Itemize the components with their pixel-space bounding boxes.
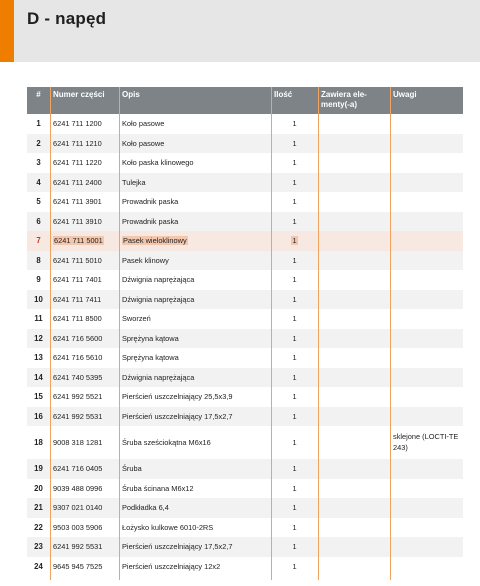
cell-contains [318,153,390,173]
cell-quantity [271,368,318,388]
cell-notes [390,329,463,349]
cell-part-number-text: 9008 318 1281 [53,438,103,447]
cell-part-number-text: 6241 711 2400 [53,177,102,187]
cell-part-number [50,368,119,388]
cell-quantity [271,134,318,154]
cell-description [119,212,271,232]
cell-nr [27,134,50,154]
table-row [27,479,463,499]
cell-part-number-text: 6241 711 3901 [53,197,102,207]
column-separator [390,87,391,580]
cell-part-number [50,426,119,459]
cell-notes [390,387,463,407]
cell-description [119,329,271,349]
cell-quantity [271,518,318,538]
cell-quantity [271,231,318,251]
cell-quantity-text: 1 [292,158,297,168]
cell-quantity-text: 1 [292,333,297,343]
cell-description [119,290,271,310]
cell-part-number-text: 6241 716 0405 [53,464,103,474]
cell-nr-text: 5 [36,197,41,207]
cell-notes [390,212,463,232]
cell-description [119,459,271,479]
cell-description-text: Koło pasowe [122,119,165,129]
cell-contains [318,518,390,538]
cell-nr [27,231,50,251]
cell-notes [390,251,463,271]
cell-quantity-text: 1 [292,438,297,447]
cell-part-number [50,459,119,479]
cell-nr [27,309,50,329]
cell-contains [318,329,390,349]
col-header-quantity: Ilość [271,87,318,114]
table-row [27,134,463,154]
cell-nr [27,251,50,271]
cell-part-number [50,153,119,173]
cell-description-text: Podkładka 6,4 [122,503,169,513]
cell-part-number [50,114,119,134]
cell-part-number-text: 6241 992 5521 [53,392,103,402]
cell-quantity [271,114,318,134]
cell-notes [390,479,463,499]
cell-description-text: Sworzeń [122,314,151,324]
cell-nr-text: 14 [34,372,43,382]
cell-part-number [50,192,119,212]
table-row [27,348,463,368]
cell-part-number [50,231,119,251]
cell-part-number-text: 9307 021 0140 [53,503,103,513]
cell-description-text: Sprężyna kątowa [122,353,179,363]
cell-nr [27,329,50,349]
cell-part-number [50,212,119,232]
cell-description-text: Koło paska klinowego [122,158,194,168]
cell-part-number [50,270,119,290]
cell-description [119,114,271,134]
cell-nr-text: 2 [36,138,41,148]
cell-notes [390,426,463,459]
cell-quantity-text: 1 [292,255,297,265]
cell-notes [390,153,463,173]
cell-part-number-text: 6241 711 8500 [53,314,102,324]
cell-description [119,518,271,538]
table-row [27,407,463,427]
page-header [0,0,480,62]
cell-quantity-text: 1 [292,275,297,285]
cell-notes [390,348,463,368]
table-row [27,498,463,518]
cell-nr-text: 12 [34,333,43,343]
cell-part-number [50,290,119,310]
cell-quantity [271,348,318,368]
cell-quantity-text: 1 [292,197,297,207]
cell-notes [390,114,463,134]
cell-description [119,537,271,557]
table-row [27,557,463,577]
cell-nr-text: 18 [34,438,43,447]
cell-description-text: Tulejka [122,177,146,187]
cell-notes [390,192,463,212]
cell-contains [318,212,390,232]
cell-contains [318,459,390,479]
cell-quantity-text: 1 [292,177,297,187]
cell-description-text: Dźwignia naprężająca [122,275,195,285]
cell-quantity [271,192,318,212]
cell-part-number [50,537,119,557]
cell-nr [27,557,50,577]
cell-part-number [50,479,119,499]
cell-description [119,387,271,407]
cell-nr [27,459,50,479]
cell-quantity [271,153,318,173]
cell-contains [318,479,390,499]
cell-quantity [271,387,318,407]
cell-description-text: Prowadnik paska [122,197,179,207]
cell-nr-text: 3 [36,158,41,168]
table-row [27,537,463,557]
cell-description [119,348,271,368]
cell-description [119,153,271,173]
cell-nr [27,173,50,193]
cell-nr-text: 8 [36,255,41,265]
cell-part-number [50,557,119,577]
cell-quantity [271,479,318,499]
cell-nr [27,368,50,388]
cell-quantity-text: 1 [292,503,297,513]
cell-description-text: Śruba [122,464,142,474]
cell-quantity [271,309,318,329]
cell-nr-text: 9 [36,275,41,285]
table-row [27,459,463,479]
cell-notes [390,290,463,310]
cell-quantity [271,290,318,310]
cell-nr [27,537,50,557]
table-row [27,153,463,173]
cell-notes [390,134,463,154]
cell-nr-text: 15 [34,392,43,402]
cell-nr [27,212,50,232]
cell-notes [390,173,463,193]
cell-nr-text: 10 [34,294,43,304]
cell-part-number-text: 6241 992 5531 [53,411,103,421]
cell-description-text: Koło pasowe [122,138,165,148]
accent-bar [0,0,14,62]
table-row [27,290,463,310]
table-row [27,231,463,251]
table-header-row [27,87,463,114]
table-row [27,518,463,538]
cell-description [119,192,271,212]
column-separator [119,87,120,580]
table-row [27,309,463,329]
cell-nr-text: 22 [34,522,43,532]
cell-quantity [271,212,318,232]
cell-nr-text: 24 [34,561,43,571]
cell-nr [27,518,50,538]
cell-description [119,557,271,577]
cell-quantity-text: 1 [292,542,297,552]
cell-notes-text: sklejone (LOCTI-TE 243) [393,432,459,452]
cell-description [119,251,271,271]
cell-contains [318,387,390,407]
cell-description-text: Pasek klinowy [122,255,169,265]
cell-nr-text: 13 [34,353,43,363]
cell-description-text: Sprężyna kątowa [122,333,179,343]
page-title: D - napęd [27,9,107,28]
cell-notes [390,537,463,557]
cell-notes [390,498,463,518]
col-header-contains: Zawiera ele-menty(-a) [318,87,390,114]
cell-nr [27,348,50,368]
cell-notes [390,309,463,329]
cell-description [119,173,271,193]
cell-quantity [271,557,318,577]
cell-description [119,231,271,251]
cell-contains [318,231,390,251]
cell-contains [318,368,390,388]
cell-part-number-text: 6241 711 7411 [53,294,102,304]
cell-description-text: Dźwignia naprężająca [122,372,195,382]
cell-part-number-text: 6241 740 5395 [53,372,103,382]
cell-contains [318,134,390,154]
cell-quantity [271,426,318,459]
cell-contains [318,192,390,212]
cell-part-number [50,498,119,518]
cell-nr [27,426,50,459]
cell-part-number-text: 9503 003 5906 [53,522,103,532]
cell-description [119,309,271,329]
cell-description [119,479,271,499]
cell-part-number-text: 6241 716 5600 [53,333,103,343]
table-row [27,114,463,134]
cell-part-number [50,407,119,427]
col-header-part-number: Numer części [50,87,119,114]
cell-part-number-text: 9039 488 0996 [53,483,103,493]
cell-notes [390,459,463,479]
cell-contains [318,407,390,427]
col-header-nr: # [27,87,50,114]
cell-description [119,134,271,154]
cell-nr [27,290,50,310]
cell-nr [27,114,50,134]
cell-description-text: Dźwignia naprężająca [122,294,195,304]
cell-quantity-text: 1 [292,372,297,382]
table-row [27,329,463,349]
table-row [27,270,463,290]
cell-quantity [271,173,318,193]
cell-description [119,426,271,459]
cell-part-number [50,309,119,329]
cell-quantity-text: 1 [292,138,297,148]
cell-description [119,498,271,518]
cell-nr-text: 20 [34,483,43,493]
cell-nr-text: 23 [34,542,43,552]
cell-nr [27,192,50,212]
cell-contains [318,498,390,518]
table-row [27,387,463,407]
cell-quantity [271,459,318,479]
cell-part-number-text: 6241 716 5610 [53,353,103,363]
cell-quantity-text: 1 [292,294,297,304]
cell-part-number-text: 6241 711 5010 [53,255,102,265]
cell-quantity-text: 1 [292,236,297,246]
cell-description [119,407,271,427]
cell-nr-text: 19 [34,464,43,474]
cell-part-number [50,134,119,154]
cell-quantity-text: 1 [292,411,297,421]
cell-part-number [50,348,119,368]
cell-notes [390,368,463,388]
cell-notes [390,407,463,427]
table-row [27,173,463,193]
cell-description-text: Pierścień uszczelniający 17,5x2,7 [122,411,233,421]
cell-part-number-text: 6241 711 1220 [53,158,102,168]
cell-quantity-text: 1 [292,561,297,571]
column-separator [271,87,272,580]
cell-notes [390,231,463,251]
parts-table-wrapper [27,87,463,576]
cell-nr [27,479,50,499]
cell-description-text: Śruba ścinana M6x12 [122,483,194,493]
cell-nr [27,153,50,173]
cell-nr-text: 7 [36,236,41,246]
cell-description [119,368,271,388]
cell-nr-text: 1 [36,119,41,129]
cell-quantity [271,251,318,271]
cell-contains [318,309,390,329]
cell-notes [390,557,463,577]
cell-quantity-text: 1 [292,464,297,474]
cell-quantity-text: 1 [292,392,297,402]
cell-part-number [50,387,119,407]
cell-notes [390,270,463,290]
cell-part-number [50,329,119,349]
table-row [27,368,463,388]
cell-part-number-text: 6241 711 3910 [53,216,102,226]
column-separator [50,87,51,580]
cell-nr [27,498,50,518]
cell-contains [318,173,390,193]
cell-part-number [50,173,119,193]
col-header-description: Opis [119,87,271,114]
cell-contains [318,114,390,134]
cell-contains [318,557,390,577]
cell-contains [318,251,390,271]
cell-contains [318,270,390,290]
cell-contains [318,426,390,459]
table-row [27,192,463,212]
cell-quantity-text: 1 [292,522,297,532]
cell-quantity-text: 1 [292,483,297,493]
table-row [27,251,463,271]
cell-part-number [50,251,119,271]
cell-quantity-text: 1 [292,216,297,226]
cell-description-text: Pierścień uszczelniający 12x2 [122,561,221,571]
cell-part-number-text: 6241 711 7401 [53,275,102,285]
cell-description-text: Pierścień uszczelniający 25,5x3,9 [122,392,233,402]
cell-part-number [50,518,119,538]
cell-nr [27,270,50,290]
cell-description [119,270,271,290]
cell-quantity [271,270,318,290]
cell-quantity [271,329,318,349]
cell-quantity-text: 1 [292,119,297,129]
cell-quantity-text: 1 [292,314,297,324]
cell-contains [318,537,390,557]
cell-quantity [271,498,318,518]
column-separator [318,87,319,580]
cell-nr-text: 21 [34,503,43,513]
parts-table [27,87,463,576]
cell-quantity-text: 1 [292,353,297,363]
table-row [27,426,463,459]
cell-part-number-text: 6241 711 1200 [53,119,102,129]
cell-nr [27,407,50,427]
col-header-notes: Uwagi [390,87,463,114]
cell-description-text: Łożysko kulkowe 6010-2RS [122,522,214,532]
cell-quantity [271,537,318,557]
cell-contains [318,348,390,368]
cell-quantity [271,407,318,427]
cell-contains [318,290,390,310]
cell-description-text: Śruba sześciokątna M6x16 [122,438,211,447]
cell-nr-text: 4 [36,177,41,187]
cell-part-number-text: 9645 945 7525 [53,561,103,571]
cell-description-text: Pasek wieloklinowy [123,236,187,246]
cell-nr-text: 16 [34,411,43,421]
cell-part-number-text: 6241 711 5001 [54,236,103,246]
cell-notes [390,518,463,538]
table-row [27,212,463,232]
cell-description-text: Pierścień uszczelniający 17,5x2,7 [122,542,233,552]
cell-part-number-text: 6241 711 1210 [53,138,102,148]
cell-nr-text: 11 [34,314,43,324]
cell-nr-text: 6 [36,216,41,226]
cell-nr [27,387,50,407]
cell-part-number-text: 6241 992 5531 [53,542,103,552]
cell-description-text: Prowadnik paska [122,216,179,226]
